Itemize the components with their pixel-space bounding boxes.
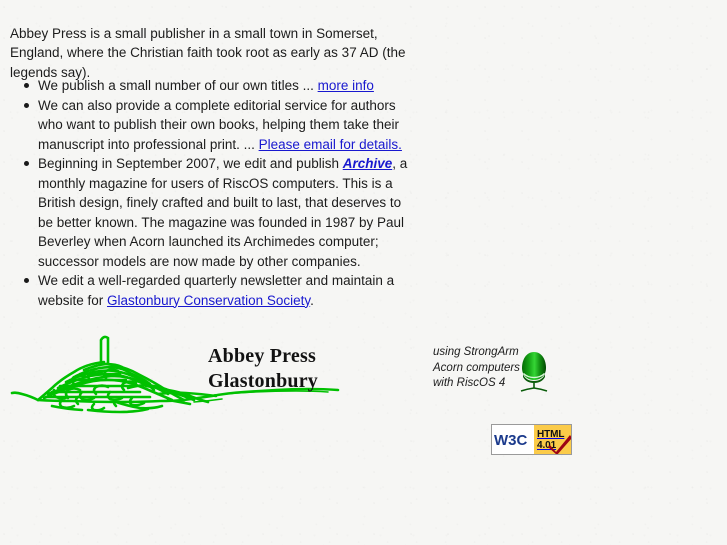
bullet-dot-icon [24, 278, 29, 283]
link-more-info[interactable]: more info [317, 78, 374, 93]
bullet-text-before: We can also provide a complete editorial service for authors who want to publish their own books, helping them take their manuscript into professional print. ... [38, 97, 399, 152]
link-glastonbury-conservation-society[interactable]: Glastonbury Conservation Society [107, 292, 311, 308]
bullet-text-before: We edit a well-regarded quarterly newsletter and maintain a website for [38, 273, 395, 308]
link-archive-magazine[interactable]: Archive [342, 156, 393, 171]
logo-wordmark [208, 344, 318, 394]
w3c-badge-line-1: HTML [537, 428, 565, 440]
feature-bullet-list [10, 76, 410, 310]
bullet-text-before: We publish a small number of our own titles ... [38, 78, 318, 93]
bullet-dot-icon [24, 103, 29, 108]
logo-line-1: Abbey Press [208, 345, 316, 367]
w3c-logo-icon [492, 425, 534, 454]
w3c-badge-line-2: 4.01 [537, 439, 557, 451]
list-item [10, 96, 410, 155]
red-checkmark-icon [547, 434, 572, 455]
list-item [10, 271, 410, 310]
bullet-text-after: . [310, 292, 314, 308]
acorn-caption-line-3: with RiscOS 4 [433, 377, 506, 389]
w3c-wordmark-icon [494, 431, 532, 449]
list-item [10, 76, 410, 96]
bullet-text-after: , a monthly magazine for users of RiscOS computers. This is a British design, finely crafted and built to last, that deserves to be better known. The magazine was founded in 1987 by Paul Beverley when Acorn launched its Archimedes computer; successor models are now made by other companies. [38, 156, 408, 269]
list-item [10, 154, 410, 271]
acorn-caption [433, 345, 520, 392]
abbey-press-logo [8, 332, 353, 417]
acorn-caption-line-1: using StrongArm [433, 346, 519, 358]
link-please-email-for-details[interactable]: Please email for details. [258, 136, 402, 152]
w3c-text: W3C [494, 431, 528, 449]
w3c-html401-validation-badge[interactable] [491, 424, 572, 455]
intro-paragraph: Abbey Press is a small publisher in a small town in Somerset, England, where the Christian faith took root as early as 37 AD (the legends say). [10, 25, 406, 80]
w3c-badge-right-panel [534, 425, 571, 454]
bullet-dot-icon [24, 83, 29, 88]
acorn-logo-icon [517, 350, 551, 392]
bullet-dot-icon [24, 161, 29, 166]
logo-line-2: Glastonbury [208, 370, 319, 392]
powered-by-acorn-block [433, 345, 558, 393]
acorn-caption-line-2: Acorn computers [433, 361, 520, 374]
bullet-text-before: Beginning in September 2007, we edit and publish [38, 156, 343, 171]
